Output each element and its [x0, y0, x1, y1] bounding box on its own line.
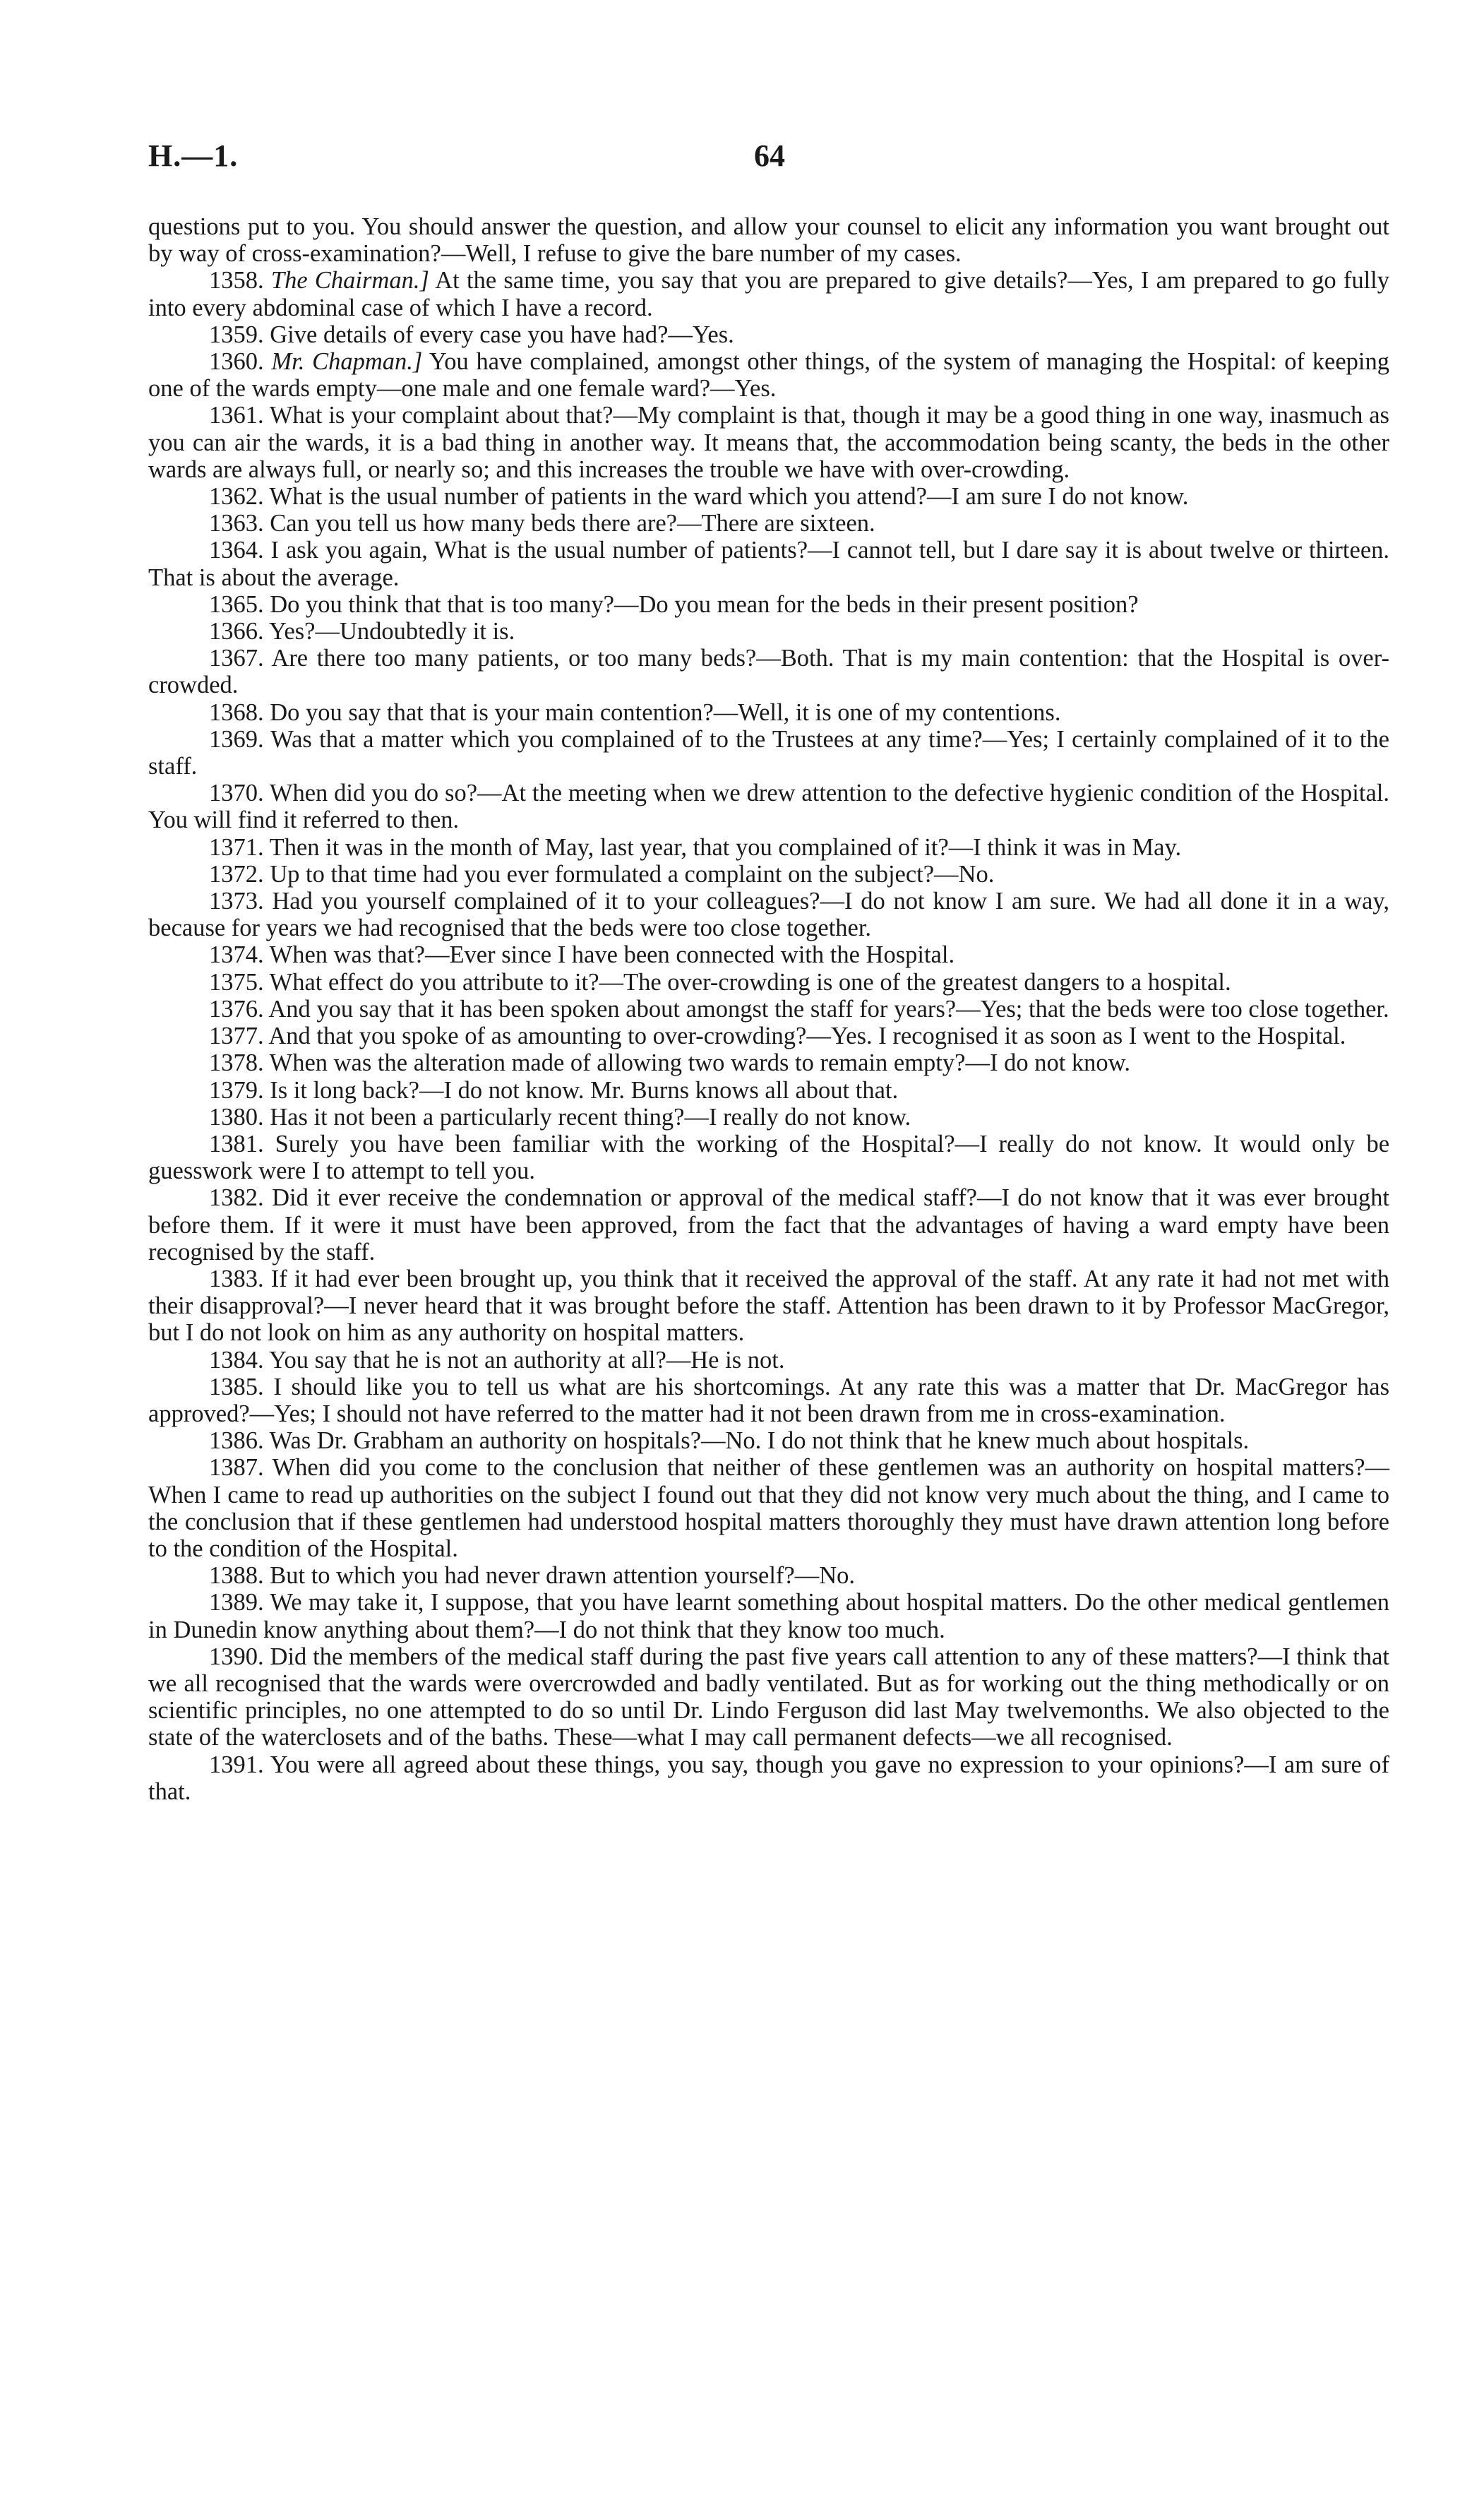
question-1368: 1368. Do you say that that is your main contention?—Well, it is one of my contentions.: [209, 698, 1061, 726]
question-1374: 1374. When was that?—Ever since I have been connected with the Hospital.: [209, 941, 955, 969]
question-1384: 1384. You say that he is not an authority at all?—He is not.: [209, 1346, 785, 1374]
question-1359: 1359. Give details of every case you have had?—Yes.: [209, 321, 734, 348]
question-1391: 1391. You were all agreed about these things, you say, though you gave no expression to your opinions?—I am sure of that.: [148, 1751, 1389, 1805]
question-1370: 1370. When did you do so?—At the meeting when we drew attention to the defective hygienic condition of the Hospital. You will find it referred to then.: [148, 780, 1389, 834]
page-number: 64: [754, 138, 785, 173]
question-1361: 1361. What is your complaint about that?—My complaint is that, though it may be a good thing in one way, inasmuch as you can air the wards, it is a bad thing in another way. It means that, the accommodation being scanty, the beds in the other wards are always full, or nearly so; and this increases the trouble we have with over-crowding.: [148, 402, 1389, 483]
question-1389: 1389. We may take it, I suppose, that you have learnt something about hospital matters. Do the other medical gentlemen in Dunedin know anything about them?—I do not think that they know too much.: [148, 1589, 1389, 1643]
question-1367: 1367. Are there too many patients, or too many beds?—Both. That is my main contention: that the Hospital is over-crowded.: [148, 645, 1389, 699]
question-1366: 1366. Yes?—Undoubtedly it is.: [209, 618, 515, 645]
speaker-label: Mr. Chapman.]: [271, 348, 423, 376]
question-1363: 1363. Can you tell us how many beds there are?—There are sixteen.: [209, 510, 875, 537]
question-1365: 1365. Do you think that that is too many?—Do you mean for the beds in their present position?: [209, 590, 1139, 618]
question-1364: 1364. I ask you again, What is the usual number of patients?—I cannot tell, but I dare say it is about twelve or thirteen. That is about the average.: [148, 537, 1390, 591]
page-body: [148, 213, 1389, 1805]
question-1372: 1372. Up to that time had you ever formulated a complaint on the subject?—No.: [209, 860, 995, 888]
question-1358: 1358. The Chairman.] At the same time, you say that you are prepared to give details?—Yes, I am prepared to go fully into every abdominal case of which I have a record.: [148, 267, 1389, 321]
question-1378: 1378. When was the alteration made of allowing two wards to remain empty?—I do not know.: [209, 1049, 1130, 1077]
question-1373: 1373. Had you yourself complained of it to your colleagues?—I do not know I am sure. We had all done it in a way, because for years we had recognised that the beds were too close together.: [148, 888, 1389, 942]
paragraph-continuation: questions put to you. You should answer the question, and allow your counsel to elicit any information you want brought out by way of cross-examination?—Well, I refuse to give the bare number of my cases.: [148, 213, 1389, 268]
page-header: [148, 138, 1391, 180]
speaker-label: The Chairman.]: [270, 267, 429, 294]
question-1390: 1390. Did the members of the medical staff during the past five years call attention to any of these matters?—I think that we all recognised that the wards were overcrowded and badly ventilated. But as for working out the thing methodically or on scientific principles, no one attempted to do so until Dr. Lindo Ferguson did last May twelvemonths. We also objected to the state of the waterclosets and of the baths. These—what I may call permanent defects—we all recognised.: [148, 1643, 1390, 1751]
question-1375: 1375. What effect do you attribute to it?—The over-crowding is one of the greatest dangers to a hospital.: [209, 968, 1231, 996]
question-1360: 1360. Mr. Chapman.] You have complained, amongst other things, of the system of managing the Hospital: of keeping one of the wards empty—one male and one female ward?—Yes.: [148, 348, 1389, 403]
question-1380: 1380. Has it not been a particularly recent thing?—I really do not know.: [209, 1103, 911, 1131]
question-1362: 1362. What is the usual number of patients in the ward which you attend?—I am sure I do not know.: [209, 483, 1189, 511]
question-1387: 1387. When did you come to the conclusion that neither of these gentlemen was an authority on hospital matters?—When I came to read up authorities on the subject I found out that they did not know very much about the thing, and I came to the conclusion that if these gentlemen had understood hospital matters thoroughly they must have drawn attention long before to the condition of the Hospital.: [148, 1454, 1389, 1562]
question-1388: 1388. But to which you had never drawn attention yourself?—No.: [209, 1562, 856, 1590]
document-id: H.—1.: [148, 138, 239, 173]
question-1386: 1386. Was Dr. Grabham an authority on hospitals?—No. I do not think that he knew much about hospitals.: [209, 1427, 1250, 1455]
question-1379: 1379. Is it long back?—I do not know. Mr. Burns knows all about that.: [209, 1076, 899, 1104]
question-1371: 1371. Then it was in the month of May, last year, that you complained of it?—I think it was in May.: [209, 833, 1182, 861]
question-1381: 1381. Surely you have been familiar with the working of the Hospital?—I really do not know. It would only be guesswork were I to attempt to tell you.: [148, 1130, 1390, 1185]
question-1377: 1377. And that you spoke of as amounting to over-crowding?—Yes. I recognised it as soon as I went to the Hospital.: [209, 1023, 1346, 1050]
question-1383: 1383. If it had ever been brought up, you think that it received the approval of the staff. At any rate it had not met with their disapproval?—I never heard that it was brought before the staff. Attention has been drawn to it by Professor MacGregor, but I do not look on him as any authority on hospital matters.: [148, 1265, 1389, 1347]
question-1382: 1382. Did it ever receive the condemnation or approval of the medical staff?—I do not know that it was ever brought before them. If it were it must have been approved, from the fact that the advantages of having a ward empty have been recognised by the staff.: [148, 1184, 1389, 1266]
question-1385: 1385. I should like you to tell us what are his shortcomings. At any rate this was a matter that Dr. MacGregor has approved?—Yes; I should not have referred to the matter had it not been drawn from me in cross-examination.: [148, 1373, 1390, 1427]
question-1369: 1369. Was that a matter which you complained of to the Trustees at any time?—Yes; I certainly complained of it to the staff.: [148, 725, 1389, 780]
question-1376: 1376. And you say that it has been spoken about amongst the staff for years?—Yes; that the beds were too close together.: [209, 995, 1389, 1023]
